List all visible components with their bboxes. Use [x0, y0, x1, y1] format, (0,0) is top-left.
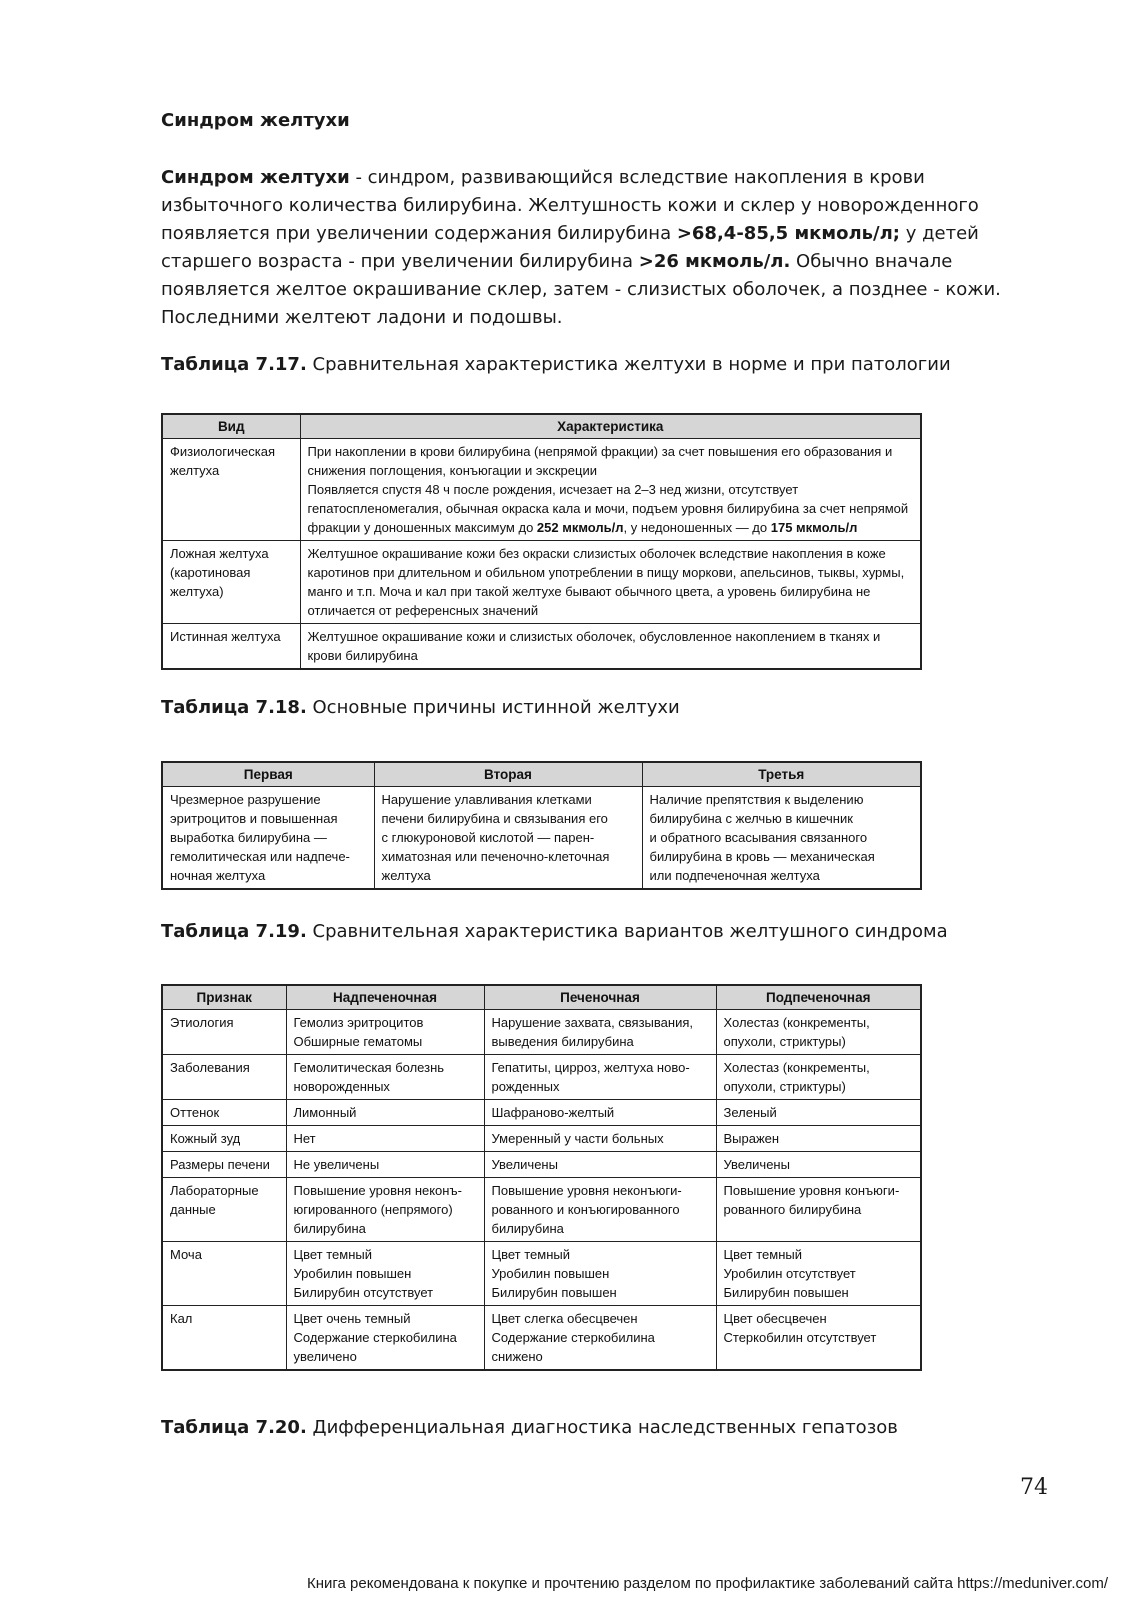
- row-type: Ложная желтуха (каротиновая желтуха): [162, 541, 300, 624]
- table-cell: Гемолиз эритроцитов Обширные гематомы: [286, 1010, 484, 1055]
- page-title: Синдром желтухи: [161, 110, 350, 131]
- desc-part: , у недоношенных — до: [623, 520, 771, 535]
- intro-term: Синдром желтухи: [161, 167, 350, 188]
- row-label: Размеры печени: [162, 1152, 286, 1178]
- col-header: Подпеченочная: [716, 985, 921, 1010]
- table-header-row: [162, 414, 921, 439]
- row-label: Моча: [162, 1242, 286, 1306]
- caption-text: Сравнительная характеристика вариантов желтушного синдрома: [306, 921, 948, 942]
- desc-value: 252 мкмоль/л: [536, 520, 624, 535]
- table-cell: Умеренный у части больных: [484, 1126, 716, 1152]
- table-cell: Гепатиты, цирроз, желтуха ново- рожденных: [484, 1055, 716, 1100]
- table-cell: Цвет темный Уробилин отсутствует Билирубин повышен: [716, 1242, 921, 1306]
- table-cell: Не увеличены: [286, 1152, 484, 1178]
- table-cell: Повышение уровня неконъюги- рованного и конъюгированного билирубина: [484, 1178, 716, 1242]
- caption-label: Таблица 7.18.: [161, 697, 307, 718]
- table-cell: Нарушение улавливания клетками печени билирубина и связывания его с глюкуроновой кислотой — парен- химатозная или печеночно-клеточная желтуха: [374, 787, 642, 890]
- desc-part: Появляется спустя 48 ч после рождения, исчезает на 2–3 нед жизни, отсутствует гепатоспленомегалия, обычная окраска кала и мочи, подъем уровня билирубина за счет непрямой фракции у доношенных максимум до: [307, 482, 909, 535]
- col-header: Вторая: [374, 762, 642, 787]
- table-row: [162, 541, 921, 624]
- table-row: [162, 624, 921, 670]
- row-label: Оттенок: [162, 1100, 286, 1126]
- intro-text-2: у детей старшего возраста - при увеличении билирубина: [161, 223, 979, 272]
- col-header: Надпеченочная: [286, 985, 484, 1010]
- table-row: [162, 1010, 921, 1055]
- table-cell: Цвет темный Уробилин повышен Билирубин отсутствует: [286, 1242, 484, 1306]
- table-cell: Цвет очень темный Содержание стеркобилина увеличено: [286, 1306, 484, 1371]
- table-cell: Повышение уровня конъюги- рованного билирубина: [716, 1178, 921, 1242]
- intro-text-3: Обычно вначале появляется желтое окрашивание склер, затем - слизистых оболочек, а позднее - кожи. Последними желтеют ладони и подошвы.: [161, 251, 1001, 328]
- col-header: Признак: [162, 985, 286, 1010]
- page-number: 74: [1020, 1475, 1048, 1500]
- row-label: Лабораторные данные: [162, 1178, 286, 1242]
- table-row: [162, 1152, 921, 1178]
- table-row: [162, 1055, 921, 1100]
- caption-label: Таблица 7.20.: [161, 1417, 307, 1438]
- table-cell: Гемолитическая болезнь новорожденных: [286, 1055, 484, 1100]
- table-cell: Зеленый: [716, 1100, 921, 1126]
- col-header: Характеристика: [300, 414, 921, 439]
- table-7-18-caption: [161, 697, 680, 718]
- intro-value-newborn: >68,4-85,5 мкмоль/л;: [676, 223, 900, 244]
- table-7-20-caption: [161, 1417, 898, 1438]
- table-header-row: [162, 985, 921, 1010]
- intro-paragraph: [161, 164, 1041, 332]
- desc-value: 175 мкмоль/л: [770, 520, 858, 535]
- table-7-18: [161, 761, 922, 890]
- row-label: Этиология: [162, 1010, 286, 1055]
- table-cell: Лимонный: [286, 1100, 484, 1126]
- caption-label: Таблица 7.17.: [161, 354, 307, 375]
- table-cell: Цвет темный Уробилин повышен Билирубин повышен: [484, 1242, 716, 1306]
- col-header: Первая: [162, 762, 374, 787]
- caption-text: Сравнительная характеристика желтухи в норме и при патологии: [306, 354, 951, 375]
- table-cell: Нет: [286, 1126, 484, 1152]
- table-cell: Повышение уровня неконъ- югированного (непрямого) билирубина: [286, 1178, 484, 1242]
- desc-part: При накоплении в крови билирубина (непрямой фракции) за счет повышения его образования и снижения поглощения, конъюгации и экскреции: [307, 444, 893, 478]
- table-row: [162, 1100, 921, 1126]
- col-header: Вид: [162, 414, 300, 439]
- table-row: [162, 1178, 921, 1242]
- caption-text: Дифференциальная диагностика наследственных гепатозов: [306, 1417, 898, 1438]
- table-cell: Увеличены: [484, 1152, 716, 1178]
- table-row: [162, 439, 921, 541]
- table-row: [162, 787, 921, 890]
- table-7-19-caption: [161, 921, 948, 942]
- table-cell: Увеличены: [716, 1152, 921, 1178]
- row-description: Желтушное окрашивание кожи без окраски слизистых оболочек вследствие накопления в коже каротинов при длительном и обильном употреблении в пищу моркови, апельсинов, тыквы, хурмы, манго и т.п. Моча и кал при такой желтухе бывают обычного цвета, а уровень билирубина не отличается от референсных значений: [300, 541, 921, 624]
- table-row: [162, 1126, 921, 1152]
- caption-text: Основные причины истинной желтухи: [306, 697, 680, 718]
- row-label: Кожный зуд: [162, 1126, 286, 1152]
- col-header: Печеночная: [484, 985, 716, 1010]
- table-cell: Наличие препятствия к выделению билирубина с желчью в кишечник и обратного всасывания связанного билирубина в кровь — механическая или подпеченочная желтуха: [642, 787, 921, 890]
- footer-note: Книга рекомендована к покупке и прочтению разделом по профилактике заболеваний сайта https://meduniver.com/: [306, 1575, 1108, 1592]
- table-cell: Холестаз (конкременты, опухоли, стриктуры): [716, 1055, 921, 1100]
- col-header: Третья: [642, 762, 921, 787]
- row-description: Желтушное окрашивание кожи и слизистых оболочек, обусловленное накоплением в тканях и крови билирубина: [300, 624, 921, 670]
- table-7-17: [161, 413, 922, 670]
- intro-text-1: - синдром, развивающийся вследствие накопления в крови избыточного количества билирубина. Желтушность кожи и склер у новорожденного появляется при увеличении содержания билирубина: [161, 167, 979, 244]
- table-cell: Цвет слегка обесцвечен Содержание стеркобилина снижено: [484, 1306, 716, 1371]
- row-description: [300, 439, 921, 541]
- row-type: Истинная желтуха: [162, 624, 300, 670]
- table-7-19: [161, 984, 922, 1371]
- row-type: Физиологическая желтуха: [162, 439, 300, 541]
- intro-value-older: >26 мкмоль/л.: [638, 251, 791, 272]
- table-cell: Чрезмерное разрушение эритроцитов и повышенная выработка билирубина — гемолитическая или надпече- ночная желтуха: [162, 787, 374, 890]
- row-label: Заболевания: [162, 1055, 286, 1100]
- table-cell: Выражен: [716, 1126, 921, 1152]
- table-7-17-caption: [161, 354, 951, 375]
- table-row: [162, 1242, 921, 1306]
- table-row: [162, 1306, 921, 1371]
- table-cell: Шафраново-желтый: [484, 1100, 716, 1126]
- row-label: Кал: [162, 1306, 286, 1371]
- table-header-row: [162, 762, 921, 787]
- table-cell: Цвет обесцвечен Стеркобилин отсутствует: [716, 1306, 921, 1371]
- caption-label: Таблица 7.19.: [161, 921, 307, 942]
- table-cell: Нарушение захвата, связывания, выведения билирубина: [484, 1010, 716, 1055]
- table-cell: Холестаз (конкременты, опухоли, стриктуры): [716, 1010, 921, 1055]
